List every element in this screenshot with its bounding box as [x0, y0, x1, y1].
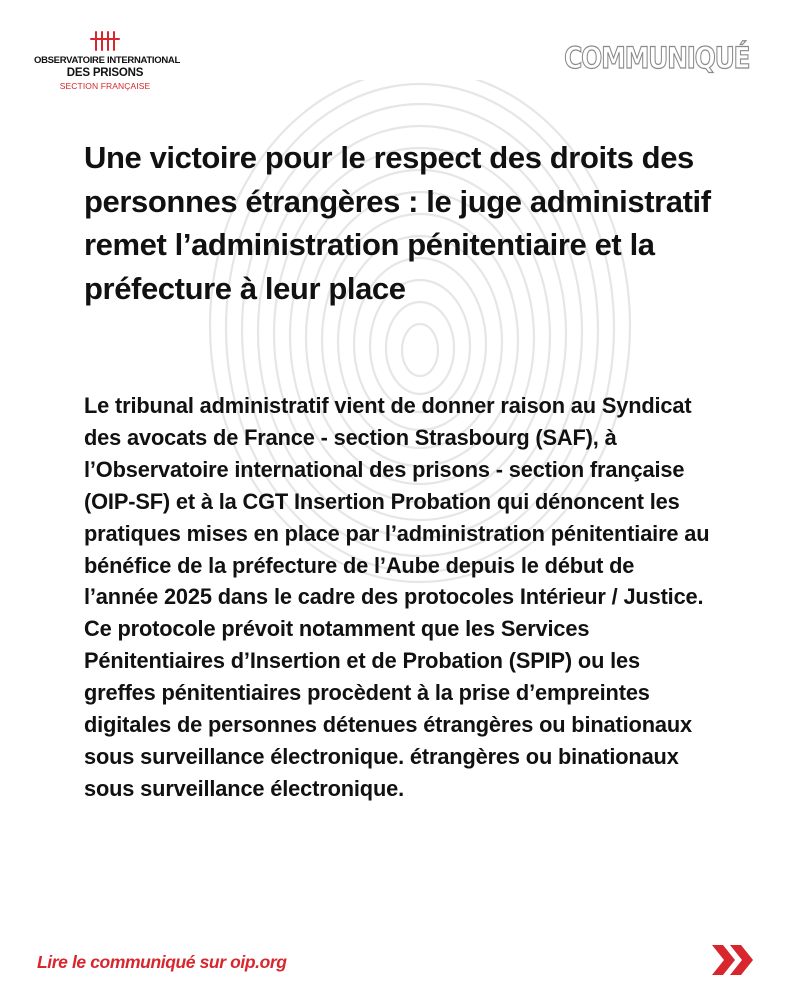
logo-line-section: SECTION FRANÇAISE — [59, 81, 151, 91]
oip-logo — [34, 30, 180, 92]
communique-label: COMMUNIQUÉ — [563, 41, 749, 75]
read-communique-link[interactable]: Lire le communiqué sur oip.org — [37, 952, 287, 972]
logo-line-prisons: DES PRISONS — [66, 67, 144, 79]
logo-line-organization: OBSERVATOIRE INTERNATIONAL — [34, 55, 180, 66]
press-release-body: Le tribunal administratif vient de donner raison au Syndicat des avocats de France - section Strasbourg (SAF), à l’Observatoire international des prisons - section française (OIP-SF) et à la CGT Insertion Probation qui dénoncent les pratiques mises en place par l’administration pénitentiaire au bénéfice de la préfecture de l’Aube depuis le début de l’année 2025 dans le cadre des protocoles Intérieur / Justice. Ce protocole prévoit notamment que les Services Pénitentiaires d’Insertion et de Probation (SPIP) ou les greffes pénitentiaires procèdent à la prise d’empreintes digitales de personnes détenues étrangères ou binationaux sous surveillance électronique. étrangères ou binationaux sous surveillance électronique. — [84, 393, 710, 801]
press-release-title: Une victoire pour le respect des droits des personnes étrangères : le juge administratif remet l’administration pénitentiaire et la préfecture à leur place — [84, 140, 711, 306]
double-chevron-right-icon[interactable] — [710, 942, 758, 978]
tally-marks-icon — [87, 30, 123, 52]
